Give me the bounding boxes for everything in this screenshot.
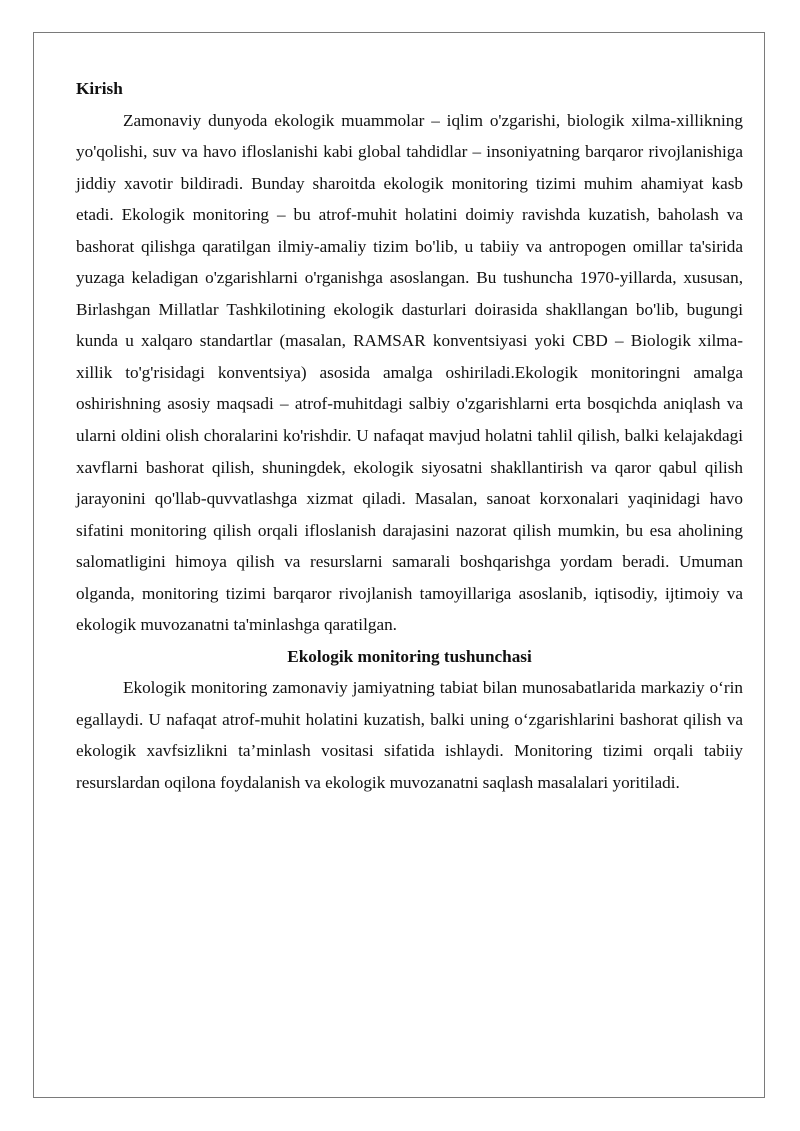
section-paragraph: Ekologik monitoring zamonaviy jamiyatning tabiat bilan munosabatlarida markaziy o‘rin egallaydi. U nafaqat atrof-muhit holatini kuzatish, balki uning o‘zgarishlarini bashorat qilish va ekologik xavfsizlikni ta’minlash vositasi sifatida ishlaydi. Monitoring tizimi orqali tabiiy resurslardan oqilona foydalanish va ekologik muvozanatni saqlash masalalari yoritiladi.	[76, 678, 743, 793]
intro-paragraph: Zamonaviy dunyoda ekologik muammolar – iqlim o'zgarishi, biologik xilma-xillikning yo'qolishi, suv va havo ifloslanishi kabi global tahdidlar – insoniyatning barqaror rivojlanishiga jiddiy xavotir bildiradi. Bunday sharoitda ekologik monitoring tizimi muhim ahamiyat kasb etadi. Ekologik monitoring – bu atrof-muhit holatini doimiy ravishda kuzatish, baholash va bashorat qilishga qaratilgan ilmiy-amaliy tizim bo'lib, u tabiiy va antropogen omillar ta'sirida yuzaga keladigan o'zgarishlarni o'rganishga asoslangan. Bu tushuncha 1970-yillarda, xususan, Birlashgan Millatlar Tashkilotining ekologik dasturlari doirasida shakllangan bo'lib, bugungi kunda u xalqaro standartlar (masalan, RAMSAR konventsiyasi yoki CBD – Biologik xilma-xillik to'g'risidagi konventsiya) asosida amalga oshiriladi.Ekologik monitoringni amalga oshirishning asosiy maqsadi – atrof-muhitdagi salbiy o'zgarishlarni erta bosqichda aniqlash va ularni oldini olish choralarini ko'rishdir. U nafaqat mavjud holatni tahlil qilish, balki kelajakdagi xavflarni bashorat qilish, shuningdek, ekologik siyosatni shakllantirish va qaror qabul qilish jarayonini qo'llab-quvvatlashga xizmat qiladi. Masalan, sanoat korxonalari yaqinidagi havo sifatini monitoring qilish orqali ifloslanish darajasini nazorat qilish mumkin, bu esa aholining salomatligini himoya qilish va resurslarni samarali boshqarishga yordam beradi. Umuman olganda, monitoring tizimi barqaror rivojlanish tamoyillariga asoslanib, iqtisodiy, ijtimoiy va ekologik muvozanatni ta'minlashga qaratilgan.	[76, 110, 743, 635]
document-body	[76, 73, 743, 799]
intro-heading: Kirish	[76, 79, 123, 98]
section-heading: Ekologik monitoring tushunchasi	[287, 646, 532, 666]
